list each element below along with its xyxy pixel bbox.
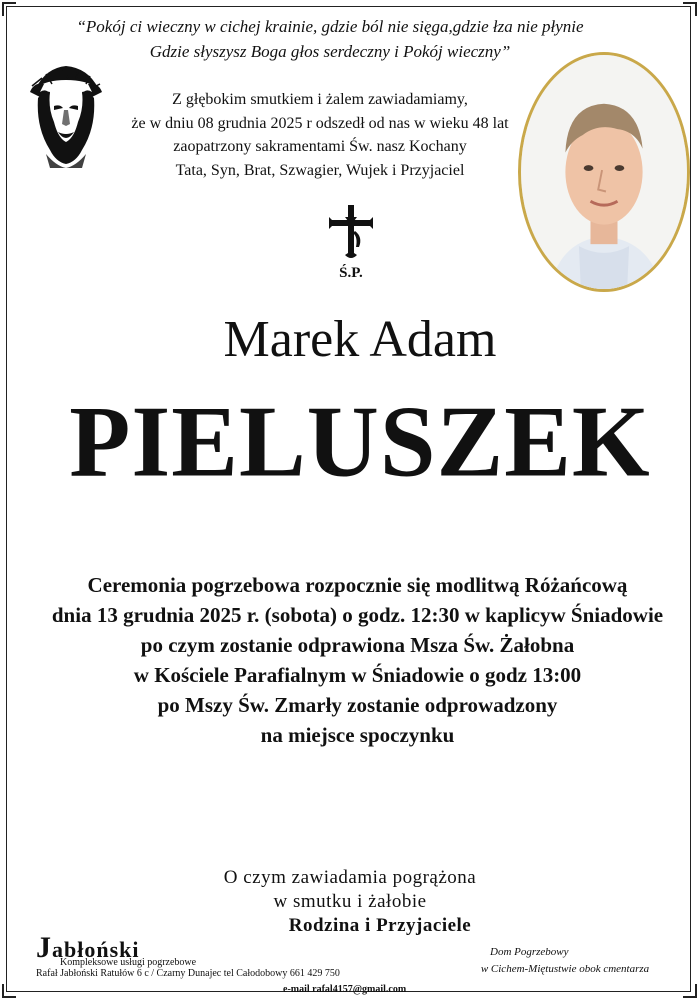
frame-corner	[2, 2, 16, 16]
family-signature: Rodzina i Przyjaciele	[288, 915, 472, 936]
brand-initial: J	[36, 931, 52, 964]
deceased-first-names: Marek Adam	[223, 311, 497, 368]
home-line: w Cichem-Miętustwie obok cmentarza	[480, 963, 650, 975]
announcement-line: że w dniu 08 grudnia 2025 r odszedł od nas w wieku 48 lat	[131, 114, 509, 132]
funeral-home-location	[440, 944, 690, 978]
verse-line: “Pokój ci wieczny w cichej krainie, gdzie ból nie sięga,gdzie łza nie płynie	[76, 17, 584, 36]
funeral-home-logo	[36, 931, 197, 968]
announcement-line: Tata, Syn, Brat, Szwagier, Wujek i Przyjaciel	[175, 161, 465, 179]
announcement-line: zaopatrzony sakramentami Św. nasz Kochany	[173, 138, 467, 155]
ceremony-details	[0, 570, 699, 750]
ceremony-line: w Kościele Parafialnym w Śniadowie o godz 13:00	[133, 663, 582, 687]
jesus-portrait-icon	[16, 58, 116, 168]
brand-name: abłoński	[52, 937, 140, 962]
funeral-home-tagline: Kompleksowe usługi pogrzebowe	[60, 957, 197, 968]
ceremony-line: Ceremonia pogrzebowa rozpocznie się modlitwą Różańcową	[87, 573, 628, 597]
home-line: Dom Pogrzebowy	[490, 946, 569, 958]
closing-line: O czym zawiadamia pogrążona	[223, 867, 477, 888]
deceased-portrait	[518, 52, 690, 292]
announcement-line: Z głębokim smutkiem i żalem zawiadamiamy,	[172, 91, 468, 108]
cross-initials: Ś.P.	[339, 265, 363, 281]
memorial-verse	[60, 14, 600, 64]
frame-corner	[683, 2, 697, 16]
deceased-surname: PIELUSZEK	[69, 384, 651, 499]
cross-icon	[323, 203, 379, 281]
closing-line: w smutku i żałobie	[273, 891, 427, 912]
ceremony-line: na miejsce spoczynku	[260, 723, 455, 747]
closing-notice	[150, 866, 550, 938]
frame-corner	[683, 984, 697, 998]
ceremony-line: po Mszy Św. Zmarły zostanie odprowadzony	[157, 693, 558, 717]
frame-corner	[2, 984, 16, 998]
verse-line: Gdzie słyszysz Boga głos serdeczny i Pokój wieczny”	[149, 42, 511, 61]
ceremony-line: po czym zostanie odprawiona Msza Św. Żałobna	[140, 633, 575, 657]
funeral-home-address: Rafał Jabłoński Ratułów 6 c / Czarny Dunajec tel Całodobowy 661 429 750	[36, 968, 340, 979]
funeral-home-email: e-mail rafal4157@gmail.com	[283, 984, 407, 995]
ceremony-line: dnia 13 grudnia 2025 r. (sobota) o godz. 12:30 w kaplicyw Śniadowie	[51, 603, 664, 627]
death-announcement	[120, 88, 520, 182]
